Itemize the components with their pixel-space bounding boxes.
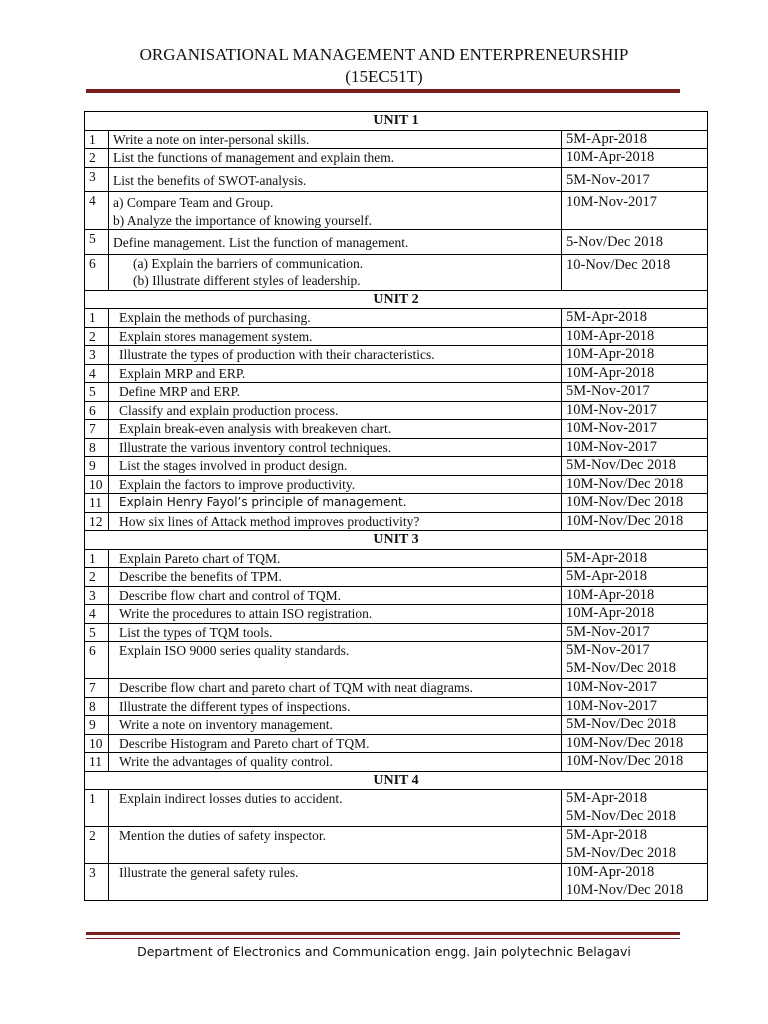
question-number: 1 (85, 790, 109, 827)
question-text-cell (109, 420, 562, 439)
marks-date: 5M-Nov-2017 (566, 642, 650, 658)
marks-date-cell (562, 457, 708, 476)
marks-date-cell (562, 401, 708, 420)
question-text-cell (109, 309, 562, 328)
question-number: 6 (85, 642, 109, 679)
question-number: 5 (85, 230, 109, 255)
marks-date: 10M-Nov/Dec 2018 (566, 753, 684, 769)
question-number: 7 (85, 420, 109, 439)
marks-date: 5M-Apr-2018 (566, 130, 648, 147)
question-text-cell (109, 734, 562, 753)
question-row (85, 346, 708, 365)
question-row (85, 438, 708, 457)
marks-date-cell (562, 605, 708, 624)
marks-date: 5M-Apr-2018 (566, 549, 648, 566)
question-row (85, 697, 708, 716)
question-number: 3 (85, 586, 109, 605)
question-text: Explain break-even analysis with breakeven chart. (119, 421, 392, 436)
question-text-cell (109, 130, 562, 149)
question-number: 8 (85, 697, 109, 716)
question-text: b) Analyze the importance of knowing yourself. (113, 212, 373, 228)
question-text: Illustrate the various inventory control techniques. (119, 439, 392, 455)
question-text: How six lines of Attack method improves productivity? (119, 513, 420, 529)
marks-date-cell (562, 327, 708, 346)
question-text: Explain the methods of purchasing. (119, 310, 311, 325)
marks-date-cell (562, 568, 708, 587)
footer-text: Department of Electronics and Communication engg. Jain polytechnic Belagavi (137, 944, 631, 959)
unit-heading: UNIT 3 (85, 531, 708, 550)
question-row (85, 549, 708, 568)
question-row (85, 130, 708, 149)
marks-date-cell (562, 827, 708, 864)
marks-date: 5M-Apr-2018 (566, 309, 648, 325)
marks-date: 10M-Nov/Dec 2018 (566, 881, 684, 898)
question-text: Explain Henry Fayol’s principle of management. (119, 495, 407, 509)
question-number: 11 (85, 494, 109, 513)
question-text-cell (109, 568, 562, 587)
question-text-cell (109, 586, 562, 605)
marks-date: 10M-Nov-2017 (566, 194, 658, 210)
question-row (85, 753, 708, 772)
marks-date: 10M-Nov-2017 (566, 697, 658, 714)
question-text: Explain Pareto chart of TQM. (119, 550, 281, 566)
question-text: Classify and explain production process. (119, 402, 339, 418)
marks-date-cell (562, 549, 708, 568)
question-row (85, 734, 708, 753)
question-row (85, 512, 708, 531)
question-text: List the stages involved in product design. (119, 458, 348, 473)
question-row (85, 327, 708, 346)
question-text-cell (109, 605, 562, 624)
question-text: Explain ISO 9000 series quality standards. (119, 643, 350, 658)
question-table-body (85, 112, 708, 901)
question-text-cell (109, 401, 562, 420)
marks-date-cell (562, 383, 708, 402)
question-text: Describe flow chart and pareto chart of TQM with neat diagrams. (119, 680, 473, 695)
marks-date: 5M-Nov/Dec 2018 (566, 844, 676, 861)
question-text: Illustrate the types of production with their characteristics. (119, 347, 435, 362)
marks-date-cell (562, 192, 708, 230)
question-text-cell (109, 364, 562, 383)
marks-date-cell (562, 149, 708, 168)
marks-date: 5M-Nov-2017 (566, 623, 650, 640)
question-text-cell (109, 192, 562, 230)
marks-date: 10M-Nov/Dec 2018 (566, 512, 684, 529)
question-table (84, 111, 708, 901)
question-text-cell (109, 327, 562, 346)
marks-date: 5M-Nov/Dec 2018 (566, 457, 676, 473)
marks-date-cell (562, 254, 708, 290)
unit-heading-row (85, 771, 708, 790)
marks-date: 10M-Apr-2018 (566, 149, 655, 165)
marks-date-cell (562, 586, 708, 605)
question-text: a) Compare Team and Group. (113, 195, 274, 210)
marks-date: 5-Nov/Dec 2018 (566, 234, 664, 250)
marks-date: 10M-Nov-2017 (566, 420, 658, 436)
question-row (85, 568, 708, 587)
question-text: Mention the duties of safety inspector. (119, 828, 326, 843)
footer-rule-thin (86, 938, 680, 939)
marks-date-cell (562, 438, 708, 457)
question-number: 1 (85, 309, 109, 328)
marks-date: 5M-Nov/Dec 2018 (566, 807, 676, 824)
unit-heading: UNIT 1 (85, 112, 708, 131)
question-row (85, 401, 708, 420)
question-row (85, 364, 708, 383)
question-text-cell (109, 827, 562, 864)
question-text-cell (109, 753, 562, 772)
question-row (85, 309, 708, 328)
question-row (85, 254, 708, 290)
question-number: 4 (85, 364, 109, 383)
question-text-cell (109, 230, 562, 255)
unit-heading-row (85, 290, 708, 309)
marks-date: 10M-Nov-2017 (566, 679, 658, 695)
question-row (85, 494, 708, 513)
marks-date-cell (562, 642, 708, 679)
marks-date-cell (562, 494, 708, 513)
question-row (85, 167, 708, 192)
marks-date-cell (562, 346, 708, 365)
marks-date-cell (562, 697, 708, 716)
question-text-cell (109, 716, 562, 735)
question-row (85, 827, 708, 864)
question-text-cell (109, 790, 562, 827)
question-number: 2 (85, 327, 109, 346)
marks-date: 10M-Nov/Dec 2018 (566, 494, 684, 510)
question-row (85, 230, 708, 255)
question-row (85, 586, 708, 605)
marks-date-cell (562, 364, 708, 383)
marks-date: 10M-Nov/Dec 2018 (566, 734, 684, 751)
marks-date: 5M-Nov-2017 (566, 383, 650, 399)
marks-date: 10M-Nov-2017 (566, 438, 658, 455)
question-number: 7 (85, 679, 109, 698)
question-text: Explain MRP and ERP. (119, 365, 246, 381)
question-text: Define MRP and ERP. (119, 384, 240, 399)
unit-heading: UNIT 4 (85, 771, 708, 790)
question-text: List the functions of management and explain them. (113, 150, 395, 165)
question-number: 3 (85, 167, 109, 192)
question-number: 5 (85, 623, 109, 642)
question-text: (a) Explain the barriers of communication. (133, 255, 364, 271)
marks-date: 5M-Apr-2018 (566, 827, 648, 843)
header-rule (86, 89, 680, 93)
question-row (85, 475, 708, 494)
question-text-cell (109, 549, 562, 568)
marks-date-cell (562, 716, 708, 735)
question-number: 4 (85, 192, 109, 230)
marks-date-cell (562, 309, 708, 328)
question-row (85, 716, 708, 735)
question-number: 8 (85, 438, 109, 457)
question-number: 10 (85, 475, 109, 494)
marks-date: 10M-Nov-2017 (566, 401, 658, 418)
question-row (85, 383, 708, 402)
marks-date: 5M-Apr-2018 (566, 568, 648, 584)
document-header (0, 44, 768, 88)
marks-date: 10M-Apr-2018 (566, 864, 655, 880)
question-number: 9 (85, 457, 109, 476)
question-text-cell (109, 642, 562, 679)
question-text-cell (109, 864, 562, 901)
marks-date-cell (562, 475, 708, 494)
marks-date-cell (562, 753, 708, 772)
marks-date-cell (562, 230, 708, 255)
document-title: ORGANISATIONAL MANAGEMENT AND ENTERPRENEURSHIP (139, 45, 629, 64)
question-text-cell (109, 679, 562, 698)
marks-date-cell (562, 130, 708, 149)
question-number: 9 (85, 716, 109, 735)
question-number: 12 (85, 512, 109, 531)
question-row (85, 192, 708, 230)
question-text-cell (109, 438, 562, 457)
question-text: List the benefits of SWOT-analysis. (113, 172, 307, 188)
question-text-cell (109, 167, 562, 192)
unit-heading-row (85, 112, 708, 131)
marks-date: 10M-Apr-2018 (566, 605, 655, 621)
question-text: Write the advantages of quality control. (119, 754, 333, 769)
question-row (85, 149, 708, 168)
marks-date-cell (562, 790, 708, 827)
marks-date: 10M-Apr-2018 (566, 346, 655, 362)
question-text: (b) Illustrate different styles of leadership. (133, 273, 361, 288)
marks-date: 10M-Apr-2018 (566, 327, 655, 344)
marks-date-cell (562, 734, 708, 753)
question-row (85, 864, 708, 901)
question-number: 1 (85, 549, 109, 568)
course-code: (15EC51T) (345, 67, 423, 86)
question-text: Write a note on inventory management. (119, 717, 333, 732)
question-text-cell (109, 346, 562, 365)
question-row (85, 642, 708, 679)
question-text-cell (109, 457, 562, 476)
question-text-cell (109, 383, 562, 402)
question-text: Illustrate the different types of inspections. (119, 698, 351, 714)
question-text-cell (109, 149, 562, 168)
question-text: Explain indirect losses duties to accident. (119, 791, 343, 806)
question-row (85, 790, 708, 827)
question-text: Explain stores management system. (119, 328, 313, 344)
question-number: 2 (85, 568, 109, 587)
question-text: Illustrate the general safety rules. (119, 865, 299, 880)
question-text-cell (109, 475, 562, 494)
question-row (85, 420, 708, 439)
question-number: 6 (85, 401, 109, 420)
question-text: Explain the factors to improve productivity. (119, 476, 356, 492)
question-number: 6 (85, 254, 109, 290)
question-text: List the types of TQM tools. (119, 624, 273, 640)
marks-date: 5M-Apr-2018 (566, 790, 648, 806)
question-text-cell (109, 697, 562, 716)
question-text: Describe the benefits of TPM. (119, 569, 282, 584)
question-text: Describe Histogram and Pareto chart of TQM. (119, 735, 370, 751)
question-row (85, 679, 708, 698)
question-number: 10 (85, 734, 109, 753)
question-text-cell (109, 512, 562, 531)
question-text: Write a note on inter-personal skills. (113, 131, 310, 147)
footer-rule-thick (86, 932, 680, 935)
question-row (85, 623, 708, 642)
question-number: 1 (85, 130, 109, 149)
marks-date: 10M-Apr-2018 (566, 364, 655, 381)
question-number: 11 (85, 753, 109, 772)
question-text-cell (109, 623, 562, 642)
marks-date-cell (562, 167, 708, 192)
question-number: 2 (85, 827, 109, 864)
question-text: Define management. List the function of management. (113, 235, 409, 250)
marks-date: 5M-Nov-2017 (566, 171, 650, 188)
unit-heading-row (85, 531, 708, 550)
marks-date-cell (562, 864, 708, 901)
question-number: 5 (85, 383, 109, 402)
unit-heading: UNIT 2 (85, 290, 708, 309)
marks-date-cell (562, 512, 708, 531)
marks-date-cell (562, 679, 708, 698)
marks-date: 5M-Nov/Dec 2018 (566, 716, 676, 732)
marks-date: 5M-Nov/Dec 2018 (566, 659, 676, 676)
question-row (85, 457, 708, 476)
question-number: 3 (85, 346, 109, 365)
marks-date-cell (562, 623, 708, 642)
marks-date: 10M-Nov/Dec 2018 (566, 475, 684, 492)
question-row (85, 605, 708, 624)
marks-date: 10M-Apr-2018 (566, 586, 655, 603)
question-text-cell (109, 254, 562, 290)
question-text: Describe flow chart and control of TQM. (119, 587, 342, 603)
question-number: 4 (85, 605, 109, 624)
question-number: 3 (85, 864, 109, 901)
marks-date-cell (562, 420, 708, 439)
question-text: Write the procedures to attain ISO registration. (119, 606, 373, 621)
marks-date: 10-Nov/Dec 2018 (566, 256, 671, 273)
question-text-cell (109, 494, 562, 513)
question-number: 2 (85, 149, 109, 168)
